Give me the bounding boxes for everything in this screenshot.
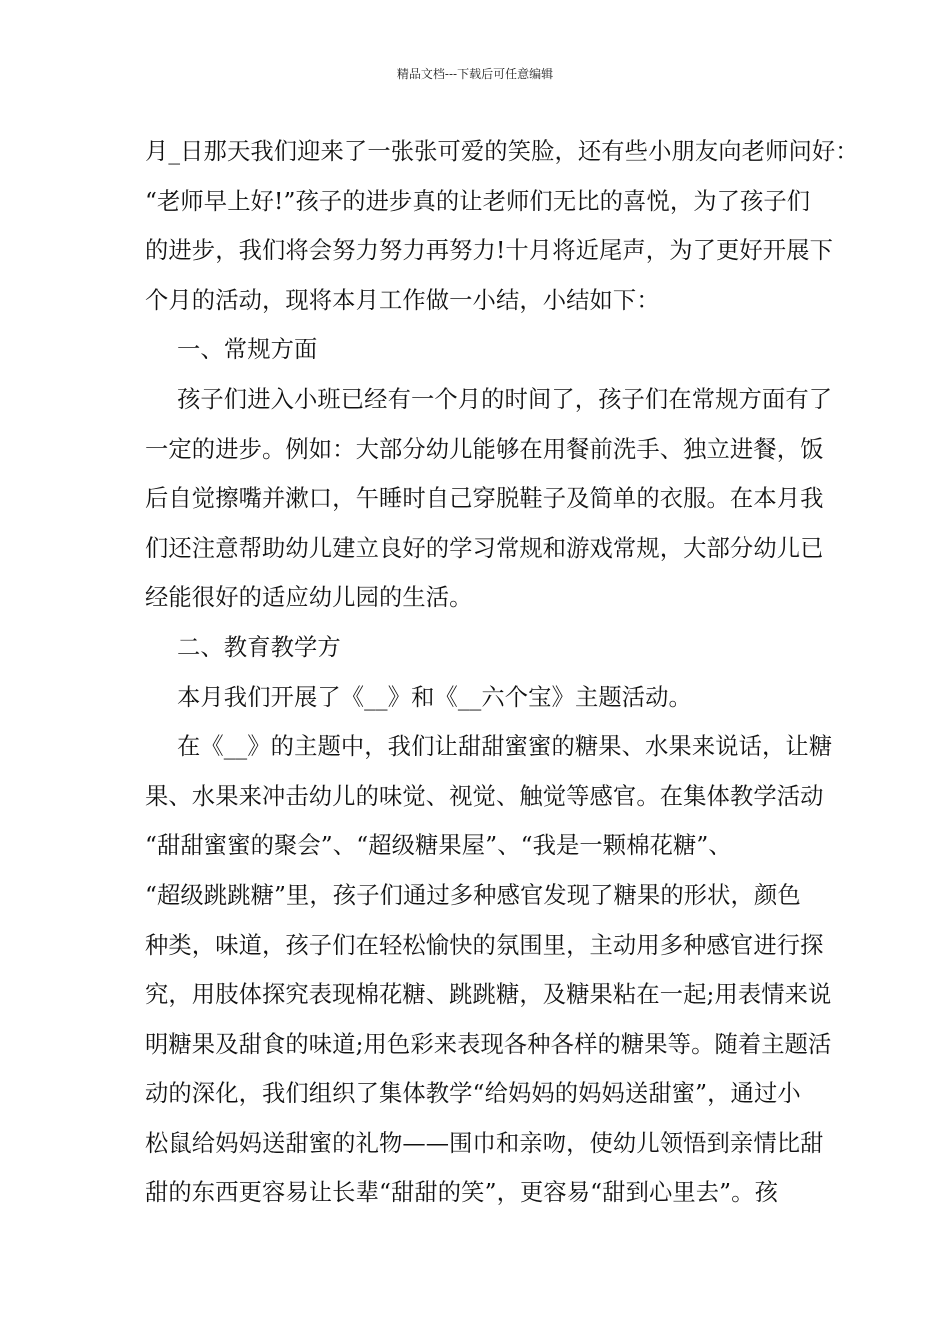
text-line: 果、水果来冲击幼儿的味觉、视觉、触觉等感官。在集体教学活动 — [145, 782, 824, 810]
section-heading: 一、常规方面 — [177, 336, 318, 364]
text-line: 一定的进步。例如：大部分幼儿能够在用餐前洗手、独立进餐，饭 — [145, 435, 824, 463]
text-line: 本月我们开展了《__》和《__六个宝》主题活动。 — [177, 683, 692, 711]
document-body — [145, 127, 859, 1218]
text-line: 种类，味道，孩子们在轻松愉快的氛围里，主动用多种感官进行探 — [145, 931, 824, 959]
text-line: 后自觉擦嘴并漱口，午睡时自己穿脱鞋子及简单的衣服。在本月我 — [145, 485, 824, 513]
text-line: 动的深化，我们组织了集体教学“给妈妈的妈妈送甜蜜”，通过小 — [145, 1080, 801, 1108]
section-heading: 二、教育教学方 — [177, 633, 341, 661]
text-line: 经能很好的适应幼儿园的生活。 — [145, 584, 473, 612]
text-line: “甜甜蜜蜜的聚会”、“超级糖果屋”、“我是一颗棉花糖”、 — [145, 832, 732, 860]
text-line: 松鼠给妈妈送甜蜜的礼物——围巾和亲吻，使幼儿领悟到亲情比甜 — [145, 1129, 824, 1157]
text-line: 明糖果及甜食的味道;用色彩来表现各种各样的糖果等。随着主题活 — [145, 1030, 832, 1058]
text-line: 孩子们进入小班已经有一个月的时间了，孩子们在常规方面有了 — [177, 385, 833, 413]
text-line: “超级跳跳糖”里，孩子们通过多种感官发现了糖果的形状，颜色 — [145, 881, 801, 909]
text-line: 究，用肢体探究表现棉花糖、跳跳糖，及糖果粘在一起;用表情来说 — [145, 981, 832, 1009]
text-line: 们还注意帮助幼儿建立良好的学习常规和游戏常规，大部分幼儿已 — [145, 534, 824, 562]
page-header: 精品文档---下载后可任意编辑 — [396, 67, 554, 81]
text-line: 的进步，我们将会努力努力再努力!十月将近尾声，为了更好开展下 — [145, 237, 833, 265]
text-line: 个月的活动，现将本月工作做一小结，小结如下： — [145, 286, 660, 314]
text-line: 月_日那天我们迎来了一张张可爱的笑脸，还有些小朋友向老师问好： — [145, 138, 859, 165]
text-line: “老师早上好!”孩子的进步真的让老师们无比的喜悦，为了孩子们 — [145, 187, 811, 215]
text-line: 甜的东西更容易让长辈“甜甜的笑”，更容易“甜到心里去”。孩 — [145, 1179, 778, 1207]
text-line: 在《__》的主题中，我们让甜甜蜜蜜的糖果、水果来说话，让糖 — [177, 733, 833, 761]
